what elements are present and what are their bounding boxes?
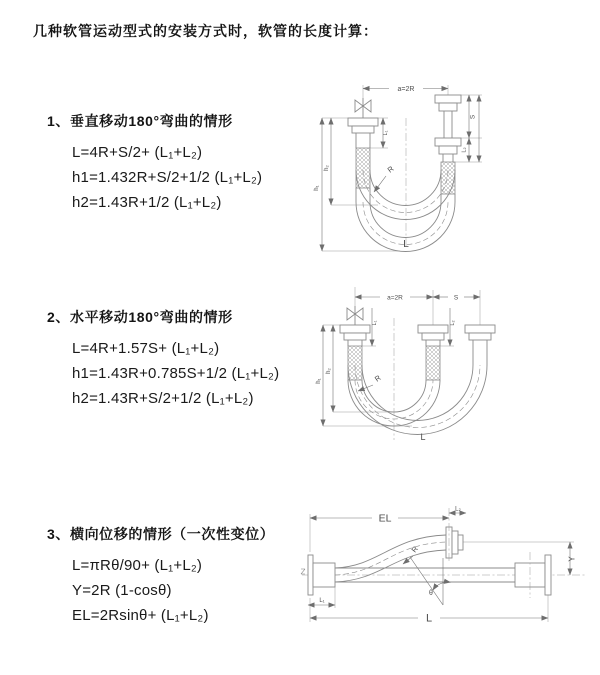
flange xyxy=(344,333,366,340)
flange xyxy=(422,333,444,340)
dim-label-length: L xyxy=(403,239,409,250)
dim-label-length: L xyxy=(420,432,426,442)
hose-arc xyxy=(370,170,441,205)
formula-line: h2=1.43R+1/2 (L₁+L₂) xyxy=(72,194,222,211)
dim-label-s: S xyxy=(469,114,477,120)
section-1 xyxy=(47,111,262,215)
leader-line xyxy=(374,176,386,192)
extension-line xyxy=(355,287,480,325)
braided-hose-section xyxy=(426,346,440,380)
formula-line: EL=2Rsinθ+ (L₁+L₂) xyxy=(72,607,209,624)
dim-label-l2: L₂ xyxy=(450,320,456,326)
centerline-mark xyxy=(301,569,305,574)
dim-label-y: Y xyxy=(567,556,577,562)
section-3 xyxy=(47,524,274,628)
dim-label-h2: h₂ xyxy=(326,368,332,374)
hose-centerline-arc xyxy=(363,170,448,213)
flange xyxy=(348,118,378,126)
formula-line: L=πRθ/90+ (L₁+L₂) xyxy=(72,557,203,574)
flange xyxy=(469,333,491,340)
extension-line xyxy=(455,95,482,162)
dim-label-radius: R xyxy=(385,164,396,175)
flange xyxy=(435,95,461,103)
angle-arc xyxy=(433,582,451,590)
flange xyxy=(439,146,457,154)
dim-label-l1: L₁ xyxy=(383,130,389,136)
dim-label-l1: L₁ xyxy=(372,320,378,326)
section-3-heading: 3、横向位移的情形（一次性变位） xyxy=(47,526,275,542)
pipe xyxy=(473,340,487,365)
section-2-heading: 2、水平移动180°弯曲的情形 xyxy=(47,309,233,325)
dim-label-h1: h₁ xyxy=(316,378,322,384)
hose-centerline-curve xyxy=(335,542,446,575)
pipe xyxy=(444,111,452,138)
flange xyxy=(439,103,457,111)
connector-neck xyxy=(348,340,362,346)
dim-label-s: S xyxy=(453,294,459,302)
connector-neck xyxy=(356,133,370,148)
dim-label-l2: L₂ xyxy=(461,147,468,153)
dim-label-l1: L₁ xyxy=(319,598,325,604)
braided-hose-section xyxy=(348,346,362,380)
dim-label-radius: R xyxy=(409,544,420,555)
hose-centerline-arc xyxy=(355,365,480,428)
dim-label-span: a=2R xyxy=(387,294,403,302)
radius-line xyxy=(410,557,443,605)
dim-label-el: EL xyxy=(378,512,392,525)
formula-line: h1=1.432R+S/2+1/2 (L₁+L₂) xyxy=(72,169,263,186)
flange-hub xyxy=(458,535,463,550)
dim-label-radius: R xyxy=(372,373,383,384)
flange xyxy=(418,325,448,333)
connector-neck xyxy=(443,154,453,162)
section-2 xyxy=(47,307,279,411)
page-title: 几种软管运动型式的安装方式时，软管的长度计算： xyxy=(33,23,378,39)
formula-line: L=4R+1.57S+ (L₁+L₂) xyxy=(72,340,220,357)
formula-line: L=4R+S/2+ (L₁+L₂) xyxy=(72,144,203,161)
formula-line: h1=1.43R+0.785S+1/2 (L₁+L₂) xyxy=(72,365,280,382)
dim-label-h1: h₁ xyxy=(314,185,320,191)
flange xyxy=(545,555,551,595)
flange-hub xyxy=(313,563,335,587)
dim-label-h2: h₂ xyxy=(324,165,330,171)
flange xyxy=(435,138,461,146)
dim-label-theta: θ xyxy=(429,590,433,597)
dim-label-span: a=2R xyxy=(397,86,415,93)
connector-neck xyxy=(426,340,440,346)
braided-hose-section xyxy=(356,148,370,188)
formula-line: Y=2R (1-cosθ) xyxy=(72,582,172,599)
section-1-heading: 1、垂直移动180°弯曲的情形 xyxy=(47,113,233,129)
flange xyxy=(465,325,495,333)
dim-label-l2: L₂ xyxy=(455,506,461,513)
flange xyxy=(352,126,374,133)
flange xyxy=(308,555,313,595)
diagram-lateral-displacement xyxy=(300,500,600,660)
flange xyxy=(452,531,458,554)
diagram-horizontal-180-bend xyxy=(310,278,600,463)
dim-label-length: L xyxy=(425,612,433,625)
diagram-vertical-180-bend xyxy=(310,70,600,260)
formula-line: h2=1.43R+S/2+1/2 (L₁+L₂) xyxy=(72,390,254,407)
extension-line xyxy=(323,325,412,426)
flange xyxy=(340,325,370,333)
